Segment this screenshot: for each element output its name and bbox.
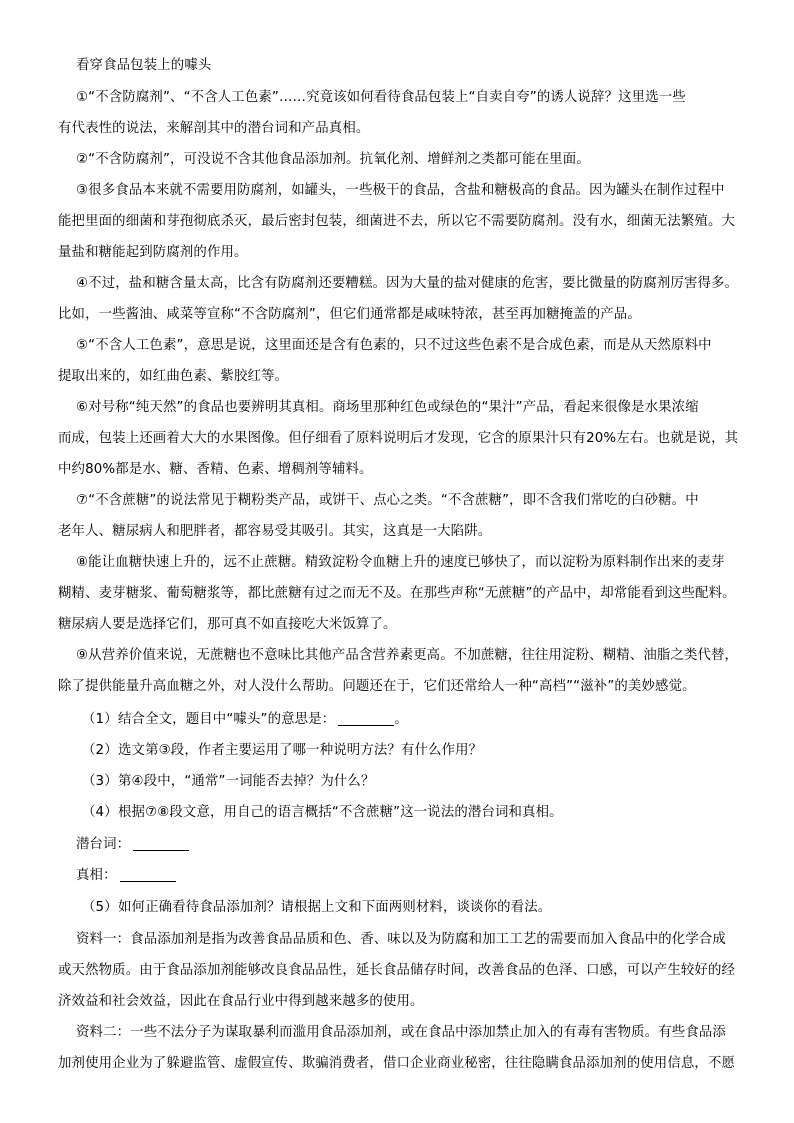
material-line: 或天然物质。由于食品添加剂能够改良食品品性，延长食品储存时间，改善食品的色泽、口感，可以产生较好的经 [58, 963, 736, 978]
paragraph-line: 糊精、麦芽糖浆、葡萄糖浆等，都比蔗糖有过之而无不及。在那些声称“无蔗糖”的产品中，却常能看到这些配料。 [58, 586, 736, 601]
paragraph-line: 糖尿病人要是选择它们，那可真不如直接吃大米饭算了。 [58, 617, 397, 632]
paragraph-line: ⑨从营养价值来说，无蔗糖也不意味比其他产品含营养素更高。不加蔗糖，往往用淀粉、糊精、油脂之类代替， [76, 648, 739, 663]
question-1 [0, 704, 794, 735]
answer-label: 真相： [76, 868, 117, 883]
question-text: 结合全文，题目中“噱头”的意思是： [118, 712, 336, 727]
answer-blank[interactable] [338, 711, 394, 726]
answer-blank[interactable] [120, 867, 176, 882]
paragraph-line: 比如，一些酱油、咸菜等宣称“不含防腐剂”，但它们通常都是咸味特浓，甚至再加糖掩盖的产品。 [58, 307, 641, 322]
paragraph-line: ②“不含防腐剂”，可没说不含其他食品添加剂。抗氧化剂、增鲜剂之类都可能在里面。 [76, 152, 590, 167]
question-3 [0, 766, 794, 797]
answer-subtext [0, 829, 794, 860]
material-line: 资料二：一些不法分子为谋取暴利而滥用食品添加剂，或在食品中添加禁止加入的有毒有害物质。有些食品添 [76, 1025, 726, 1040]
question-tail: 。 [394, 712, 408, 727]
question-number: （2） [82, 743, 118, 758]
question-number: （1） [82, 712, 118, 727]
paragraph-line: ④不过，盐和糖含量太高，比含有防腐剂还要糟糕。因为大量的盐对健康的危害，要比微量的防腐剂厉害得多。 [76, 276, 739, 291]
paragraph-line: 量盐和糖能起到防腐剂的作用。 [58, 245, 248, 260]
question-4 [0, 797, 794, 828]
question-text: 选文第③段，作者主要运用了哪一种说明方法？有什么作用？ [118, 743, 483, 758]
paragraph-line: 提取出来的，如红曲色素、紫胶红等。 [58, 369, 289, 384]
answer-label: 潜台词： [76, 837, 131, 852]
material-line: 济效益和社会效益，因此在食品行业中得到越来越多的使用。 [58, 994, 424, 1009]
question-number: （4） [82, 805, 118, 820]
paragraph-line: 老年人、糖尿病人和肥胖者，都容易受其吸引。其实，这真是一大陷阱。 [58, 524, 492, 539]
paragraph-line: ⑧能让血糖快速上升的，远不止蔗糖。精致淀粉令血糖上升的速度已够快了，而以淀粉为原料制作出来的麦芽 [76, 555, 725, 570]
paragraph-line: ①“不含防腐剂”、“不含人工色素”……究竟该如何看待食品包装上“自卖自夸”的诱人说辞？这里选一些 [76, 90, 686, 105]
paragraph-line: 除了提供能量升高血糖之外，对人没什么帮助。问题还在于，它们还常给人一种“高档”“滋补”的美妙感觉。 [58, 679, 696, 694]
material-line: 加剂使用企业为了躲避监管、虚假宣传、欺骗消费者，借口企业商业秘密，往往隐瞒食品添加剂的使用信息，不愿 [58, 1056, 736, 1071]
paragraph-line: ⑤“不含人工色素”，意思是说，这里面还是含有色素的，只不过这些色素不是合成色素，而是从天然原料中 [76, 338, 712, 353]
answer-truth [0, 860, 794, 891]
paragraph-line: ③很多食品本来就不需要用防腐剂，如罐头，一些极干的食品，含盐和糖极高的食品。因为罐头在制作过程中 [76, 183, 725, 198]
answer-blank[interactable] [133, 836, 189, 851]
question-2 [0, 735, 794, 766]
paragraph-line: ⑥对号称“纯天然”的食品也要辨明其真相。商场里那种红色或绿色的“果汁”产品，看起来很像是水果浓缩 [76, 400, 699, 415]
question-text: 根据⑦⑧段文意，用自己的语言概括“不含蔗糖”这一说法的潜台词和真相。 [118, 805, 563, 820]
material-line: 资料一：食品添加剂是指为改善食品品质和色、香、味以及为防腐和加工工艺的需要而加入食品中的化学合成 [76, 932, 726, 947]
paragraph-line: 有代表性的说法，来解剖其中的潜台词和产品真相。 [58, 121, 370, 136]
question-text: 如何正确看待食品添加剂？请根据上文和下面两则材料，谈谈你的看法。 [118, 900, 552, 915]
question-5 [0, 892, 794, 923]
article-title: 看穿食品包装上的噱头 [76, 58, 212, 73]
paragraph-line: 而成，包装上还画着大大的水果图像。但仔细看了原料说明后才发现，它含的原果汁只有20%左右。也就是说，其 [58, 431, 739, 446]
paragraph-line: 能把里面的细菌和芽孢彻底杀灭，最后密封包装，细菌进不去，所以它不需要防腐剂。没有水，细菌无法繁殖。大 [58, 214, 736, 229]
paragraph-line: 中约80%都是水、糖、香精、色素、增稠剂等辅料。 [58, 462, 373, 477]
paragraph-line: ⑦“不含蔗糖”的说法常见于糊粉类产品，或饼干、点心之类。“不含蔗糖”，即不含我们常吃的白砂糖。中 [76, 493, 699, 508]
question-number: （5） [82, 900, 118, 915]
question-number: （3） [82, 774, 118, 789]
question-text: 第④段中，“通常”一词能否去掉？为什么？ [118, 774, 375, 789]
